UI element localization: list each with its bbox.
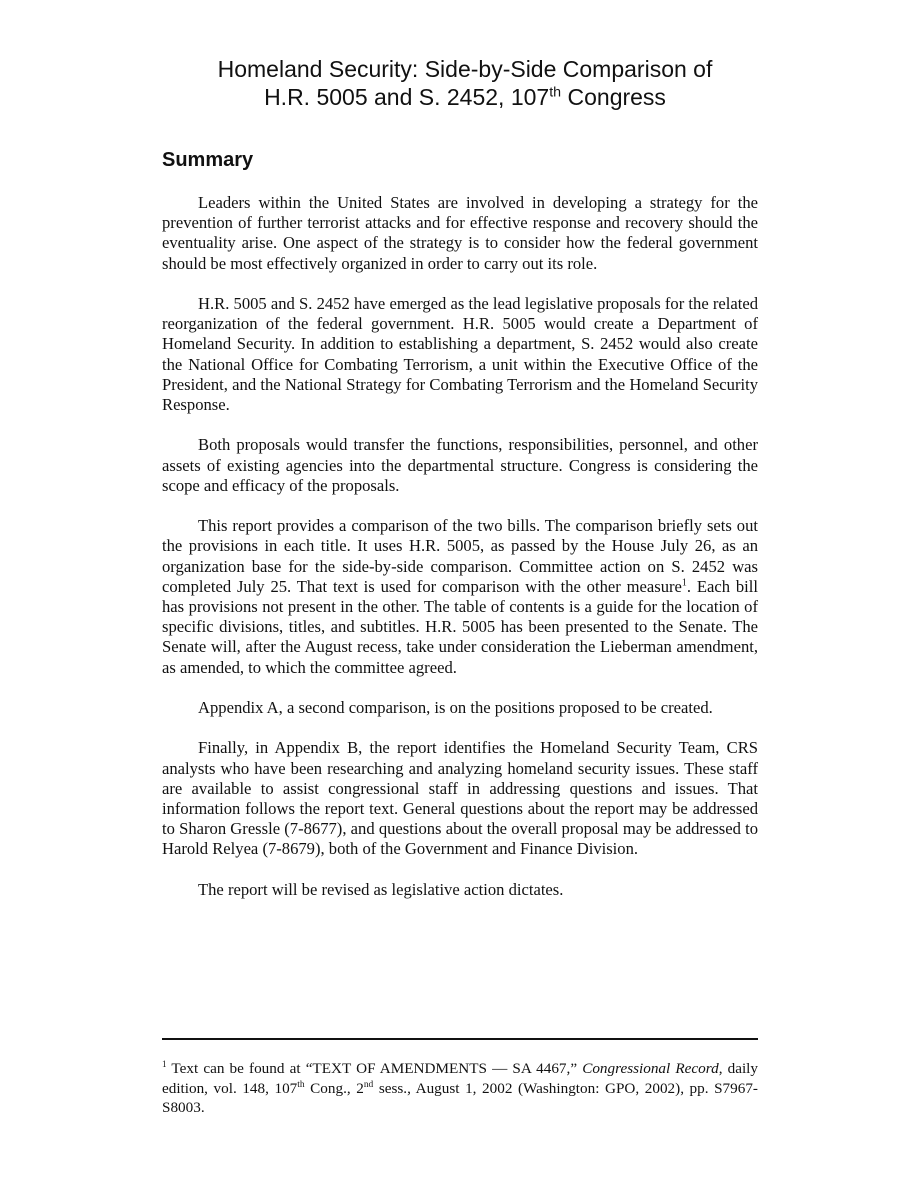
paragraph-5: Appendix A, a second comparison, is on the positions proposed to be created.	[198, 698, 713, 718]
paragraph-3: Both proposals would transfer the functions, responsibilities, personnel, and other assets of existing agencies into the departmental structure. Congress is considering the scope and efficacy of the proposals.	[162, 435, 758, 495]
paragraph-2: H.R. 5005 and S. 2452 have emerged as the lead legislative proposals for the related reorganization of the federal government. H.R. 5005 would create a Department of Homeland Security. In addition to establishing a department, S. 2452 would also create the National Office for Combating Terrorism, a unit within the Executive Office of the President, and the National Strategy for Combating Terrorism and the Homeland Security Response.	[162, 294, 758, 415]
paragraph-1: Leaders within the United States are involved in developing a strategy for the prevention of further terrorist attacks and for effective response and recovery should the eventuality arise. One aspect of the strategy is to consider how the federal government should be most effectively organized in order to carry out its role.	[162, 193, 758, 273]
footnote: $^1$ Text can be found at “TEXT OF AMENDMENTS — SA 4467,” Congressional Record, daily edition, vol. 148, 107th Cong., 2nd sess., August 1, 2002 (Washington: GPO, 2002), pp. S7967-S8003.	[162, 1058, 758, 1116]
summary-heading: Summary	[162, 149, 254, 171]
summary-body	[162, 193, 758, 920]
footnote-marker: 1	[162, 1058, 167, 1069]
title-superscript: th	[549, 84, 562, 101]
footnote-reference[interactable]: 1	[681, 577, 687, 589]
title-line-2: H.R. 5005 and S. 2452, 107th Congress	[264, 84, 666, 110]
footnote-divider	[162, 1038, 758, 1040]
footnote-source-title: Congressional Record	[582, 1060, 719, 1077]
title-line-1: Homeland Security: Side-by-Side Comparison of	[217, 56, 713, 82]
paragraph-7: The report will be revised as legislative action dictates.	[198, 879, 564, 899]
page-title	[150, 55, 780, 111]
paragraph-6: Finally, in Appendix B, the report identifies the Homeland Security Team, CRS analysts who have been researching and analyzing homeland security issues. These staff are available to assist congressional staff in addressing questions and issues. That information follows the report text. General questions about the report may be addressed to Sharon Gressle (7-8677), and questions about the overall proposal may be addressed to Harold Relyea (7-8679), both of the Government and Finance Division.	[162, 738, 758, 859]
paragraph-4: This report provides a comparison of the two bills. The comparison briefly sets out the provisions in each title. It uses H.R. 5005, as passed by the House July 26, as an organization base for the side-by-side comparison. Committee action on S. 2452 was completed July 25. That text is used for comparison with the other measure$^1$. Each bill has provisions not present in the other. The table of contents is a guide for the location of specific divisions, titles, and subtitles. H.R. 5005 has been presented to the Senate. The Senate will, after the August recess, take under consideration the Lieberman amendment, as amended, to which the committee agreed.	[162, 516, 758, 677]
